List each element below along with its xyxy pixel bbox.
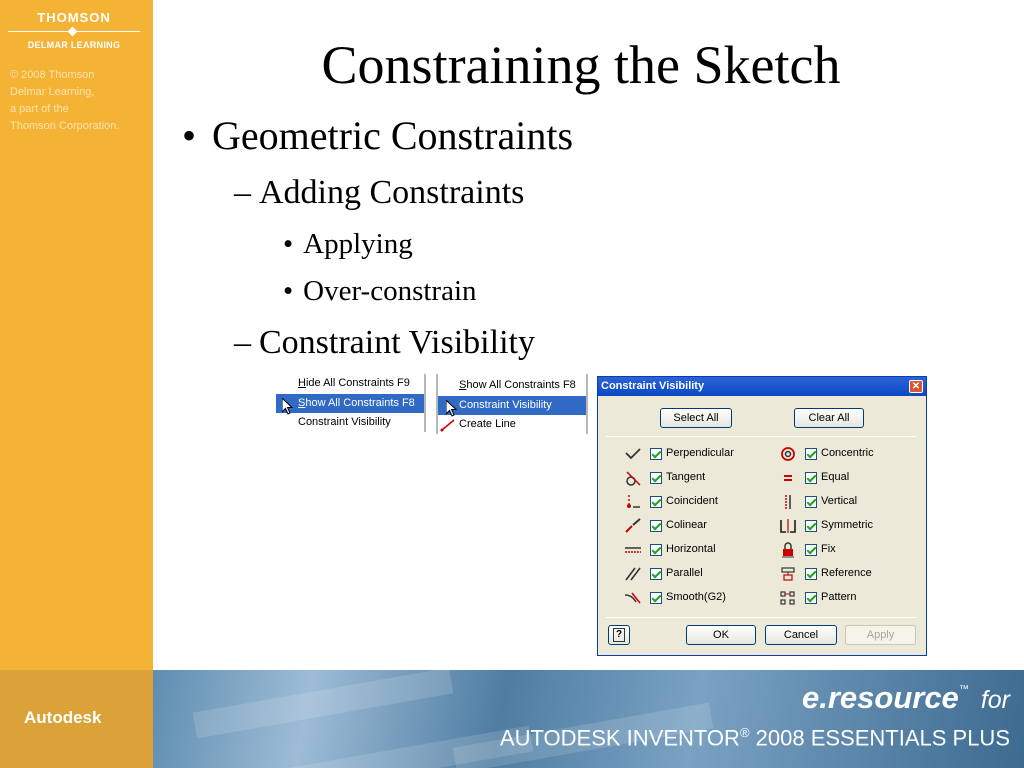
slide-title: Constraining the Sketch — [321, 35, 841, 95]
copyright-line-4: Thomson Corporation. — [10, 120, 120, 132]
product-name: AUTODESK INVENTOR® 2008 ESSENTIALS PLUS — [499, 725, 1010, 751]
menu-item-constraint-visibility[interactable]: Constraint Visibility — [298, 416, 391, 428]
copyright-line-3: a part of the — [10, 103, 69, 115]
parallel-icon — [624, 566, 642, 582]
horizontal-icon — [624, 542, 642, 558]
bullet-text: Geometric Constraints — [212, 113, 574, 158]
separator — [606, 617, 916, 618]
ok-button[interactable]: OK — [686, 625, 756, 645]
checkbox[interactable] — [650, 568, 662, 580]
menu-item-show-all-constraints[interactable]: Show All Constraints F8 — [276, 394, 424, 413]
bullet-text: Adding Constraints — [259, 174, 525, 211]
constraint-visibility-dialog: Constraint Visibility ✕ Select All Clear All Perpendicular Tangent Coincident Colinear Horizontal Parallel Smooth(G2) Concentric Equal Vertical Symmetric Fix Reference Pattern ? OK Cancel Apply — [597, 376, 927, 656]
help-button[interactable] — [608, 625, 630, 645]
menu-item-hide-all-constraints[interactable]: Hide All Constraints F9 — [298, 377, 410, 389]
mouse-cursor-icon — [282, 398, 293, 415]
checkbox[interactable] — [805, 496, 817, 508]
bullet-text: Constraint Visibility — [259, 324, 535, 361]
separator — [606, 436, 916, 437]
concentric-icon — [779, 446, 797, 462]
close-button[interactable]: ✕ — [909, 380, 923, 393]
pattern-icon — [779, 590, 797, 606]
colinear-icon — [624, 518, 642, 534]
copyright-line-1: © 2008 Thomson — [10, 69, 95, 81]
create-line-icon — [440, 418, 456, 432]
checkbox[interactable] — [805, 448, 817, 460]
bullet-dot: • — [283, 275, 294, 307]
menu-item-constraint-visibility[interactable]: Constraint Visibility — [438, 396, 586, 415]
mouse-cursor-icon — [446, 400, 457, 417]
vertical-icon — [779, 494, 797, 510]
checkbox[interactable] — [805, 568, 817, 580]
checkbox[interactable] — [650, 472, 662, 484]
checkbox[interactable] — [650, 592, 662, 604]
banner-decoration — [193, 670, 454, 738]
bullet-level1 — [182, 112, 573, 159]
menu-border — [424, 374, 426, 432]
checkbox[interactable] — [805, 592, 817, 604]
eresource-logo — [802, 680, 1010, 716]
autodesk-label: Autodesk — [24, 708, 102, 727]
checkbox[interactable] — [805, 520, 817, 532]
dialog-titlebar — [598, 377, 926, 396]
checkbox[interactable] — [650, 448, 662, 460]
copyright-line-2: Delmar Learning, — [10, 86, 95, 98]
equal-icon — [779, 470, 797, 486]
bullet-level2-adding — [234, 174, 524, 212]
smooth-icon — [624, 590, 642, 606]
symmetric-icon — [779, 518, 797, 534]
bullet-text: Applying — [303, 228, 413, 260]
cancel-button[interactable]: Cancel — [765, 625, 837, 645]
select-all-button[interactable]: Select All — [660, 408, 732, 428]
for-text: for — [980, 686, 1010, 714]
checkbox[interactable] — [805, 472, 817, 484]
menu-item-show-all-constraints[interactable]: Show All Constraints F8 — [459, 379, 576, 391]
delmar-learning-text: DELMAR LEARNING — [27, 40, 121, 50]
bullet-dot: • — [283, 228, 294, 260]
logo-diamond-icon — [68, 27, 78, 37]
checkbox[interactable] — [650, 496, 662, 508]
clear-all-button[interactable]: Clear All — [794, 408, 864, 428]
bullet-dot: • — [182, 113, 197, 158]
apply-button[interactable]: Apply — [845, 625, 916, 645]
context-menu-2 — [436, 374, 588, 434]
menu-item-create-line[interactable]: Create Line — [459, 418, 516, 430]
checkbox[interactable] — [650, 544, 662, 556]
reference-icon — [779, 566, 797, 582]
bullet-text: Over-constrain — [303, 275, 477, 307]
bullet-level3-applying — [283, 228, 413, 261]
bullet-dash: – — [234, 174, 251, 211]
checkbox[interactable] — [650, 520, 662, 532]
sidebar — [0, 0, 153, 670]
menu-border — [586, 374, 588, 434]
bullet-dash: – — [234, 324, 251, 361]
coincident-icon — [624, 494, 642, 510]
context-menu-1 — [276, 374, 426, 432]
thomson-logo-text: THOMSON — [37, 10, 111, 25]
tangent-icon — [624, 470, 642, 486]
dialog-title: Constraint Visibility — [601, 380, 705, 392]
help-icon: ? — [613, 628, 625, 642]
trademark: ™ — [958, 684, 969, 695]
bullet-level3-overconstrain — [283, 275, 477, 308]
checkbox[interactable] — [805, 544, 817, 556]
eresource-text: e.resource — [801, 680, 959, 715]
copyright-text — [10, 67, 119, 135]
bullet-level2-visibility — [234, 324, 535, 362]
perpendicular-icon — [624, 446, 642, 462]
fix-icon — [779, 542, 797, 558]
